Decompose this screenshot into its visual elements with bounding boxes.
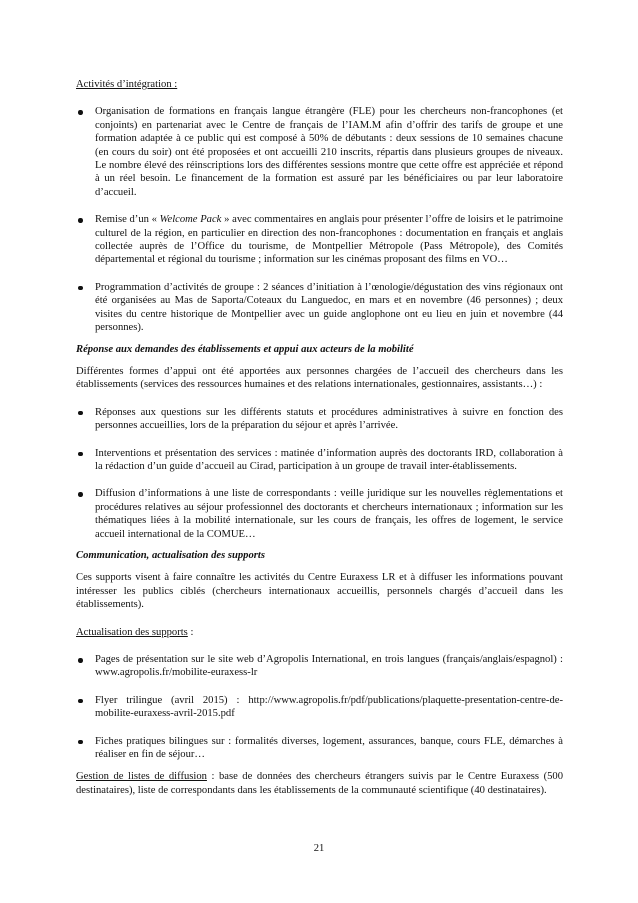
support-heading: Réponse aux demandes des établissements et appui aux acteurs de la mobilité — [76, 343, 414, 355]
support-intro: Différentes formes d’appui ont été apportées aux personnes chargées de l’accueil des chercheurs dans les établissements (services des ressources humaines et des relations internationales, gestionnaires, assistants…) : — [76, 365, 563, 391]
communication-heading: Communication, actualisation des supports — [76, 549, 265, 561]
communication-item-flyer-text: Flyer trilingue (avril 2015) : http://www.agropolis.fr/pdf/publications/plaquette-presentation-centre-de-mobilite-euraxess-avril-2015.pdf — [95, 694, 563, 720]
support-item-diffusion-text: Diffusion d’informations à une liste de correspondants : veille juridique sur les nouvelles règlementations et procédures relatives au séjour professionnel des doctorants et chercheurs internationaux ; information sur les thématiques liées à la mobilité internationale, sur les cours de français, les offres de logement, le service accueil international de la COMUE… — [95, 488, 563, 540]
support-item-diffusion — [76, 487, 563, 541]
communication-item-web-pages-text: Pages de présentation sur le site web d’Agropolis International, en trois langues (français/anglais/espagnol) : www.agropolis.fr/mobilite-euraxess-lr — [95, 654, 563, 679]
integration-item-fle — [76, 105, 563, 199]
mailing-lists-text: : base de données des chercheurs étrangers suivis par le Centre Euraxess (500 destinataires), liste de correspondants dans les établissements de la communauté scientifique (40 destinataires). — [76, 771, 563, 796]
communication-item-fiches-text: Fiches pratiques bilingues sur : formalités diverses, logement, assurances, banque, cours FLE, démarches à réaliser en fin de séjour… — [95, 735, 563, 761]
integration-item-welcome-pack — [76, 213, 563, 267]
welcome-pack-emphasis: Welcome Pack — [159, 214, 222, 226]
support-item-questions-text: Réponses aux questions sur les différents statuts et procédures administratives à suivre en fonction des personnes accueillies, lors de la préparation du séjour et après l’arrivée. — [95, 406, 563, 432]
communication-item-fiches — [76, 735, 563, 762]
support-item-interventions-text: Interventions et présentation des services : matinée d’information auprès des doctorants IRD, collaboration à la rédaction d’un guide d’accueil au Cirad, participation à un groupe de travail inter-établissements. — [95, 447, 563, 472]
update-supports-title — [76, 626, 563, 639]
integration-item-fle-text: Organisation de formations en français langue étrangère (FLE) pour les chercheurs non-francophones (et conjoints) en partenariat avec le Centre de français de l’IAM.M afin d’offrir des tarifs de groupe et une formation adaptée à ce public qui est composé à 50% de débutants : deux sessions de 10 semaines chacune (en cours du soir) ont été proposées et ont accueilli 210 inscrits, répartis dans plusieurs groupes de niveaux. Le nombre élevé des réinscriptions lors des différentes sessions montre que cette offre est appréciée et répond à un réel besoin. Le financement de la formation est assuré par les bénéficiaires ou par leur laboratoire d’accueil. — [95, 106, 563, 198]
communication-item-flyer — [76, 694, 563, 721]
integration-title-text: Activités d’intégration : — [76, 79, 178, 90]
integration-item-activities — [76, 281, 563, 335]
support-item-interventions — [76, 447, 563, 474]
mailing-lists-title: Gestion de listes de diffusion — [76, 771, 207, 783]
support-list — [76, 406, 563, 541]
update-supports-title-text: Actualisation des supports — [76, 626, 188, 638]
integration-item-activities-text: Programmation d’activités de groupe : 2 séances d’initiation à l’œnologie/dégustation des vins régionaux ont été organisées au Mas de Saporta/Coteaux du Languedoc, en mars et en novembre (46 personnes) ; deux visites du centre historique de Montpellier avec un guide anglophone ont eu lieu en juin et novembre (44 personnes). — [95, 281, 563, 334]
integration-list — [76, 105, 563, 334]
page-number: 21 — [313, 843, 325, 854]
support-item-questions — [76, 406, 563, 433]
document-page — [76, 78, 563, 797]
mailing-lists-paragraph — [76, 770, 563, 797]
welcome-pack-after-text: » avec commentaires en anglais pour présenter l’offre de loisirs et le patrimoine culturel de la région, en particulier en direction des non-francophones : documentation en français et anglais collectée auprès de l’Office du tourisme, de Montpellier Métropole (Pass Métropole), des Comités départemental et régional du tourisme ; information sur les cinémas proposant des films en VO… — [95, 214, 564, 266]
communication-item-web-pages — [76, 653, 563, 680]
welcome-pack-before-text: Remise d’un « — [95, 214, 160, 226]
communication-intro: Ces supports visent à faire connaître les activités du Centre Euraxess LR et à diffuser les informations pouvant intéresser les publics ciblés (chercheurs internationaux accueillis, personnels chargés d’accueil dans les établissements). — [76, 572, 563, 611]
communication-list — [76, 653, 563, 761]
update-supports-suffix: : — [187, 626, 194, 638]
integration-title — [76, 78, 563, 91]
